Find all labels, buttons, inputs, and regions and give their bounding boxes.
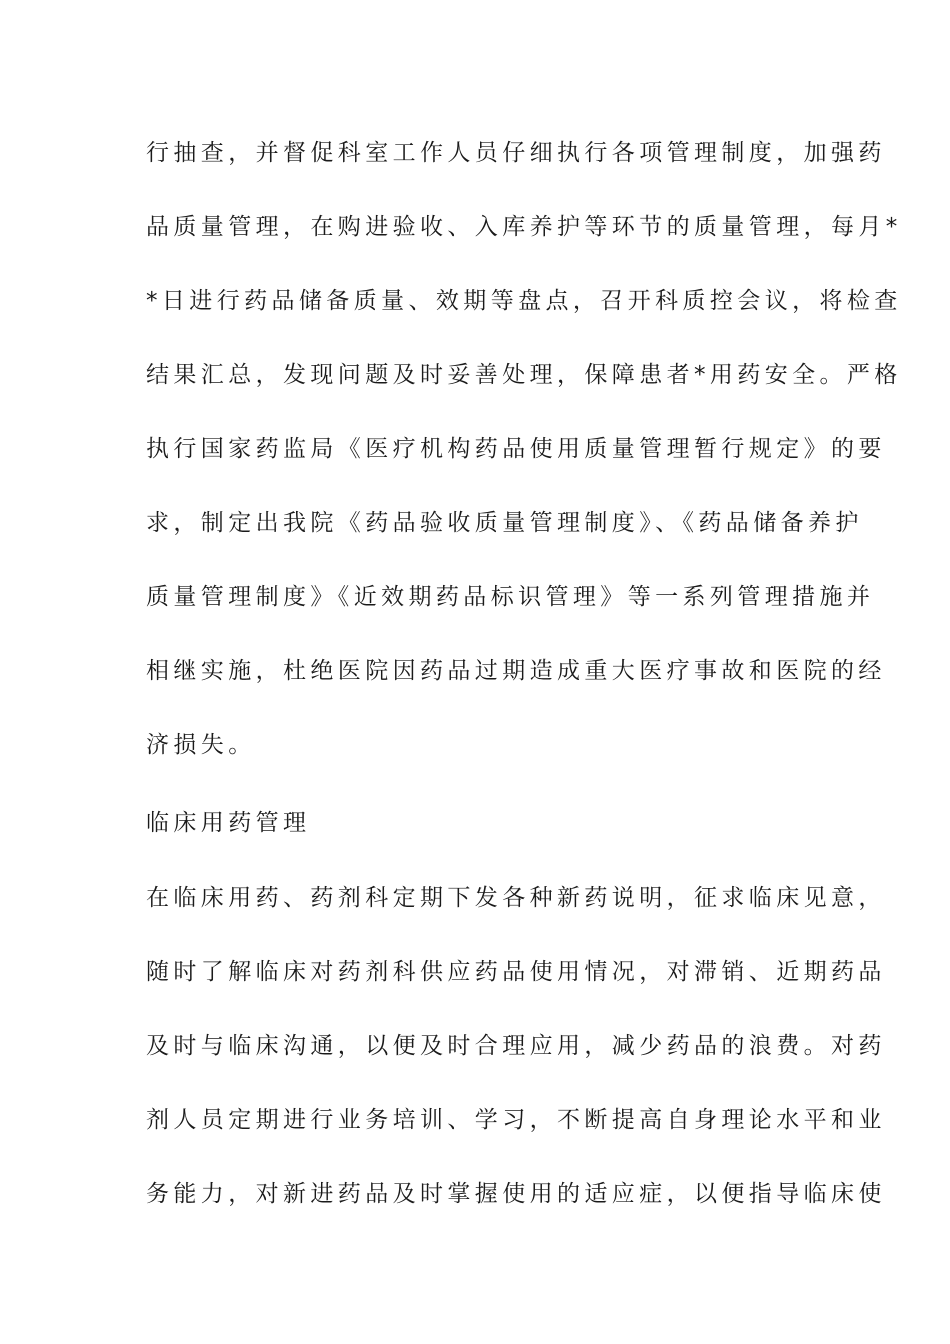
paragraph-1-line-4: 结果汇总，发现问题及时妥善处理，保障患者*用药安全。严格 bbox=[146, 362, 902, 388]
paragraph-1-line-2: 品质量管理，在购进验收、入库养护等环节的质量管理，每月* bbox=[146, 214, 902, 240]
paragraph-1-line-3: *日进行药品储备质量、效期等盘点，召开科质控会议，将检查 bbox=[146, 288, 902, 314]
paragraph-1-line-1: 行抽查，并督促科室工作人员仔细执行各项管理制度，加强药 bbox=[146, 140, 886, 166]
paragraph-2-line-1: 在临床用药、药剂科定期下发各种新药说明，征求临床见意， bbox=[146, 885, 886, 911]
paragraph-1-line-6: 求，制定出我院《药品验收质量管理制度》、《药品储备养护 bbox=[146, 510, 863, 536]
paragraph-2-line-5: 务能力，对新进药品及时掌握使用的适应症，以便指导临床使 bbox=[146, 1181, 886, 1207]
paragraph-1-line-7: 质量管理制度》《近效期药品标识管理》等一系列管理措施并 bbox=[146, 584, 875, 610]
paragraph-2-line-2: 随时了解临床对药剂科供应药品使用情况，对滞销、近期药品 bbox=[146, 959, 886, 985]
paragraph-2-line-3: 及时与临床沟通，以便及时合理应用，减少药品的浪费。对药 bbox=[146, 1033, 886, 1059]
paragraph-2-line-4: 剂人员定期进行业务培训、学习，不断提高自身理论水平和业 bbox=[146, 1107, 886, 1133]
paragraph-1-line-5: 执行国家药监局《医疗机构药品使用质量管理暂行规定》的要 bbox=[146, 436, 886, 462]
paragraph-1-line-9: 济损失。 bbox=[146, 732, 256, 758]
paragraph-1-line-8: 相继实施，杜绝医院因药品过期造成重大医疗事故和医院的经 bbox=[146, 658, 886, 684]
section-heading: 临床用药管理 bbox=[146, 810, 311, 836]
